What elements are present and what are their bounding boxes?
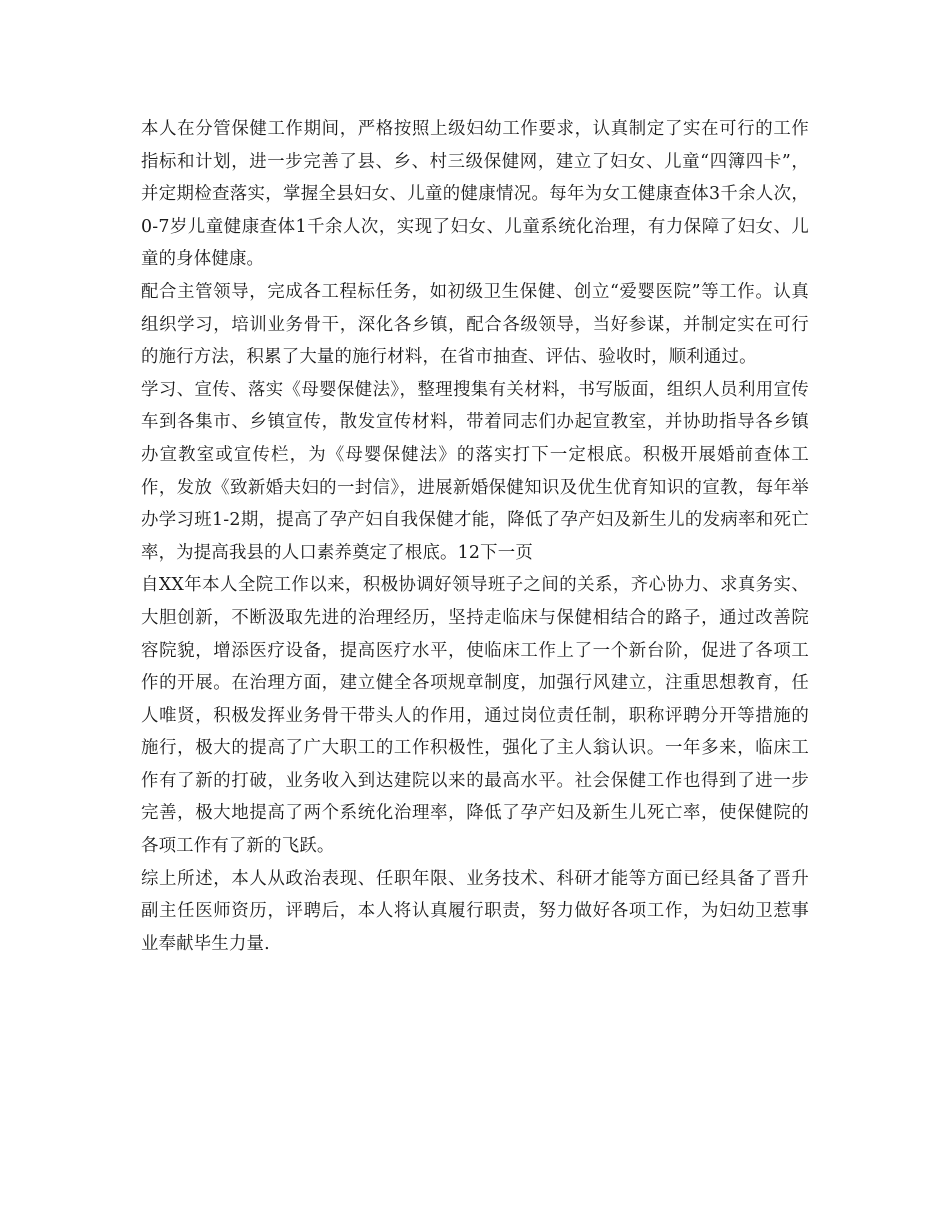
paragraph-cooperation-tasks: 配合主管领导，完成各工程标任务，如初级卫生保健、创立“爱婴医院”等工作。认真组织学习，培训业务骨干，深化各乡镇，配合各级领导，当好参谋，并制定实在可行的施行方法，积累了大量的施行材料，在省市抽查、评估、验收时，顺利通过。: [141, 281, 809, 368]
paragraph-hospital-management: 自XX年本人全院工作以来，积极协调好领导班子之间的关系，齐心协力、求真务实、大胆创新，不断汲取先进的治理经历，坚持走临床与保健相结合的路子，通过改善院容院貌，增添医疗设备，提高医疗水平，使临床工作上了一个新台阶，促进了各项工作的开展。在治理方面，建立健全各项规章制度，加强行风建立，注重思想教育，任人唯贤，积极发挥业务骨干带头人的作用，通过岗位责任制，职称评聘分开等措施的施行，极大的提高了广大职工的工作积极性，强化了主人翁认识。一年多来，临床工作有了新的打破，业务收入到达建院以来的最高水平。社会保健工作也得到了进一步完善，极大地提高了两个系统化治理率，降低了孕产妇及新生儿死亡率，使保健院的各项工作有了新的飞跃。: [141, 575, 809, 857]
document-body: [141, 113, 809, 960]
paragraph-maternal-health-law: 学习、宣传、落实《母婴保健法》，整理搜集有关材料，书写版面，组织人员利用宣传车到各集市、乡镇宣传，散发宣传材料，带着同志们办起宣教室，并协助指导各乡镇办宣教室或宣传栏，为《母婴保健法》的落实打下一定根底。积极开展婚前查体工作，发放《致新婚夫妇的一封信》，进展新婚保健知识及优生优育知识的宣教，每年举办学习班1-2期，提高了孕产妇自我保健才能，降低了孕产妇及新生儿的发病率和死亡率，为提高我县的人口素养奠定了根底。12下一页: [141, 379, 809, 563]
paragraph-child-health-work: 本人在分管保健工作期间，严格按照上级妇幼工作要求，认真制定了实在可行的工作指标和计划，进一步完善了县、乡、村三级保健网，建立了妇女、儿童“四簿四卡”，并定期检查落实，掌握全县妇女、儿童的健康情况。每年为女工健康查体3千余人次，0-7岁儿童健康查体1千余人次，实现了妇女、儿童系统化治理，有力保障了妇女、儿童的身体健康。: [141, 119, 809, 270]
paragraph-conclusion: 综上所述，本人从政治表现、任职年限、业务技术、科研才能等方面已经具备了晋升副主任医师资历，评聘后，本人将认真履行职责，努力做好各项工作，为妇幼卫惹事业奉献毕生力量.: [141, 868, 809, 954]
